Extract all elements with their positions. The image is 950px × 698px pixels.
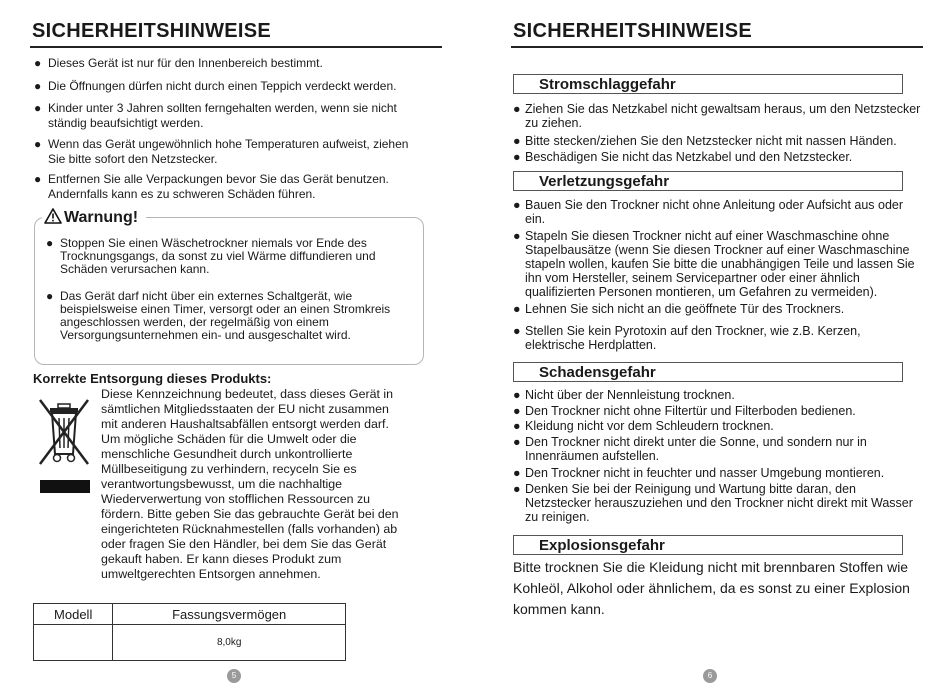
list-item-text: Den Trockner nicht ohne Filtertür und Filterboden bedienen. <box>525 404 856 418</box>
list-item: ● Stellen Sie kein Pyrotoxin auf den Trockner, wie z.B. Kerzen, elektrische Herdplatten. <box>513 324 923 352</box>
list-item: ● Nicht über der Nennleistung trocknen. <box>513 388 923 402</box>
warning-triangle-icon <box>44 208 62 224</box>
warning-title-text: Warnung! <box>64 209 139 226</box>
list-item-text: Beschädigen Sie nicht das Netzkabel und den Netzstecker. <box>525 150 853 164</box>
table-header-model: Modell <box>34 604 113 625</box>
warning-item-text: Das Gerät darf nicht über ein externes Schaltgerät, wie beispielsweise einen Timer, versorgt oder an einen Stromkreis angeschlossen werden, der regelmäßig von einem Versorgungsunternehmen ein- und ausgeschaltet wird. <box>60 289 391 342</box>
warning-item-text: Stoppen Sie einen Wäschetrockner niemals vor Ende des Trocknungsgangs, da sonst zu viel Wärme diffundieren und Schäden verursachen kann. <box>60 236 376 276</box>
section-heading-electric-shock: Stromschlaggefahr <box>513 74 903 94</box>
safety-bullet: ● Dieses Gerät ist nur für den Innenbereich bestimmt. <box>34 56 424 71</box>
list-item-text: Den Trockner nicht in feuchter und nasser Umgebung montieren. <box>525 466 885 480</box>
list-item: ● Bitte stecken/ziehen Sie den Netzstecker nicht mit nassen Händen. <box>513 134 923 148</box>
list-item: ● Bauen Sie den Trockner nicht ohne Anleitung oder Aufsicht aus oder ein. <box>513 198 923 226</box>
disposal-text: Diese Kennzeichnung bedeutet, dass dieses Gerät in sämtlichen Mitgliedsstaaten der EU nicht zusammen mit anderen Haushaltsabfällen entsorgt werden darf. Um mögliche Schäden für die Umwelt oder die menschliche Gesundheit durch unkontrollierte Müllbeseitigung zu verhindern, recyceln Sie es verantwortungsbewusst, um die nachhaltige Wiederverwertung von stofflichen Ressourcen zu fördern. Bitte geben Sie das gebrauchte Gerät bei den eingerichteten Rücknahmestellen (falls vorhanden) ab oder fragen Sie den Händler, bei dem Sie das Gerät gekauft haben. Er kann dieses Produkt zum umweltgerechten Entsorgen annehmen. <box>101 387 399 581</box>
warning-title <box>42 208 146 227</box>
spec-table <box>33 603 346 661</box>
table-cell-capacity: 8,0kg <box>113 625 346 661</box>
page-number: 5 <box>227 669 241 683</box>
list-item: ● Denken Sie bei der Reinigung und Wartung bitte daran, den Netzstecker herauszuziehen und den Trockner nicht direkt mit Wasser zu reinigen. <box>513 482 923 524</box>
list-item: ● Beschädigen Sie nicht das Netzkabel und den Netzstecker. <box>513 150 923 164</box>
weee-black-bar <box>40 480 90 493</box>
page-title: SICHERHEITSHINWEISE <box>513 20 753 42</box>
bullet-text: Die Öffnungen dürfen nicht durch einen Teppich verdeckt werden. <box>48 79 397 93</box>
warning-item: ● Das Gerät darf nicht über ein externes Schaltgerät, wie beispielsweise einen Timer, versorgt oder an einen Stromkreis angeschlossen werden, der regelmäßig von einem Versorgungsunternehmen ein- und ausgeschaltet wird. <box>46 290 406 342</box>
bullet-text: Kinder unter 3 Jahren sollten ferngehalten werden, wenn sie nicht ständig beaufsichtigt werden. <box>48 101 397 130</box>
safety-bullet: ● Kinder unter 3 Jahren sollten ferngehalten werden, wenn sie nicht ständig beaufsichtigt werden. <box>34 101 424 131</box>
section-heading-damage: Schadensgefahr <box>513 362 903 382</box>
title-rule <box>511 46 923 48</box>
list-item: ● Den Trockner nicht in feuchter und nasser Umgebung montieren. <box>513 466 923 480</box>
list-item: ● Den Trockner nicht direkt unter die Sonne, und sondern nur in Innenräumen aufstellen. <box>513 435 923 463</box>
list-item-text: Ziehen Sie das Netzkabel nicht gewaltsam heraus, um den Netzstecker zu ziehen. <box>525 102 921 130</box>
list-item: ● Den Trockner nicht ohne Filtertür und Filterboden bedienen. <box>513 404 923 418</box>
list-item-text: Bauen Sie den Trockner nicht ohne Anleitung oder Aufsicht aus oder ein. <box>525 198 904 226</box>
list-item: ● Lehnen Sie sich nicht an die geöffnete Tür des Trockners. <box>513 302 923 316</box>
table-cell-model <box>34 625 113 661</box>
title-rule <box>30 46 442 48</box>
safety-bullet: ● Die Öffnungen dürfen nicht durch einen Teppich verdeckt werden. <box>34 79 424 94</box>
page-title: SICHERHEITSHINWEISE <box>32 20 272 42</box>
list-item-text: Bitte stecken/ziehen Sie den Netzstecker nicht mit nassen Händen. <box>525 134 897 148</box>
list-item-text: Denken Sie bei der Reinigung und Wartung bitte daran, den Netzstecker herauszuziehen und den Trockner nicht direkt mit Wasser zu reinigen. <box>525 482 913 524</box>
list-item-text: Nicht über der Nennleistung trocknen. <box>525 388 735 402</box>
crossed-bin-icon <box>36 396 92 468</box>
list-item-text: Stellen Sie kein Pyrotoxin auf den Trockner, wie z.B. Kerzen, elektrische Herdplatten. <box>525 324 861 352</box>
list-item: ● Ziehen Sie das Netzkabel nicht gewaltsam heraus, um den Netzstecker zu ziehen. <box>513 102 923 130</box>
warning-item: ● Stoppen Sie einen Wäschetrockner niemals vor Ende des Trocknungsgangs, da sonst zu viel Wärme diffundieren und Schäden verursachen kann. <box>46 237 406 276</box>
list-item-text: Kleidung nicht vor dem Schleudern trocknen. <box>525 419 774 433</box>
section-heading-explosion: Explosionsgefahr <box>513 535 903 555</box>
table-header-capacity: Fassungsvermögen <box>113 604 346 625</box>
list-item-text: Den Trockner nicht direkt unter die Sonne, und sondern nur in Innenräumen aufstellen. <box>525 435 867 463</box>
list-item: ● Kleidung nicht vor dem Schleudern trocknen. <box>513 419 923 433</box>
bullet-text: Entfernen Sie alle Verpackungen bevor Sie das Gerät benutzen. Andernfalls kann es zu schweren Schäden führen. <box>48 172 389 201</box>
list-item-text: Stapeln Sie diesen Trockner nicht auf einer Waschmaschine ohne Stapelbausätze (wenn Sie diesen Trockner auf einer Waschmaschine stapeln wollen, kaufen Sie bitte die unabhängigen Teile und lassen Sie ihn vom Hersteller, seinem Servicepartner oder einer ähnlich qualifizierten Personen montieren, um Gefahren zu vermeiden). <box>525 229 915 299</box>
safety-bullet: ● Wenn das Gerät ungewöhnlich hohe Temperaturen aufweist, ziehen Sie bitte sofort den Netzstecker. <box>34 137 424 167</box>
bullet-text: Wenn das Gerät ungewöhnlich hohe Temperaturen aufweist, ziehen Sie bitte sofort den Netzstecker. <box>48 137 409 166</box>
disposal-heading: Korrekte Entsorgung dieses Produkts: <box>33 371 272 386</box>
list-item-text: Lehnen Sie sich nicht an die geöffnete Tür des Trockners. <box>525 302 845 316</box>
list-item: ● Stapeln Sie diesen Trockner nicht auf einer Waschmaschine ohne Stapelbausätze (wenn Sie diesen Trockner auf einer Waschmaschine stapeln wollen, kaufen Sie bitte die unabhängigen Teile und lassen Sie ihn vom Hersteller, seinem Servicepartner oder einer ähnlich qualifizierten Personen montieren, um Gefahren zu vermeiden). <box>513 229 923 299</box>
safety-bullet: ● Entfernen Sie alle Verpackungen bevor Sie das Gerät benutzen. Andernfalls kann es zu schweren Schäden führen. <box>34 172 424 202</box>
right-page <box>475 0 950 698</box>
page-number: 6 <box>703 669 717 683</box>
explosion-text: Bitte trocknen Sie die Kleidung nicht mit brennbaren Stoffen wie Kohleöl, Alkohol oder ähnlichem, da es sonst zu einer Explosion kommen kann. <box>513 559 910 617</box>
section-heading-injury: Verletzungsgefahr <box>513 171 903 191</box>
bullet-text: Dieses Gerät ist nur für den Innenbereich bestimmt. <box>48 56 323 70</box>
